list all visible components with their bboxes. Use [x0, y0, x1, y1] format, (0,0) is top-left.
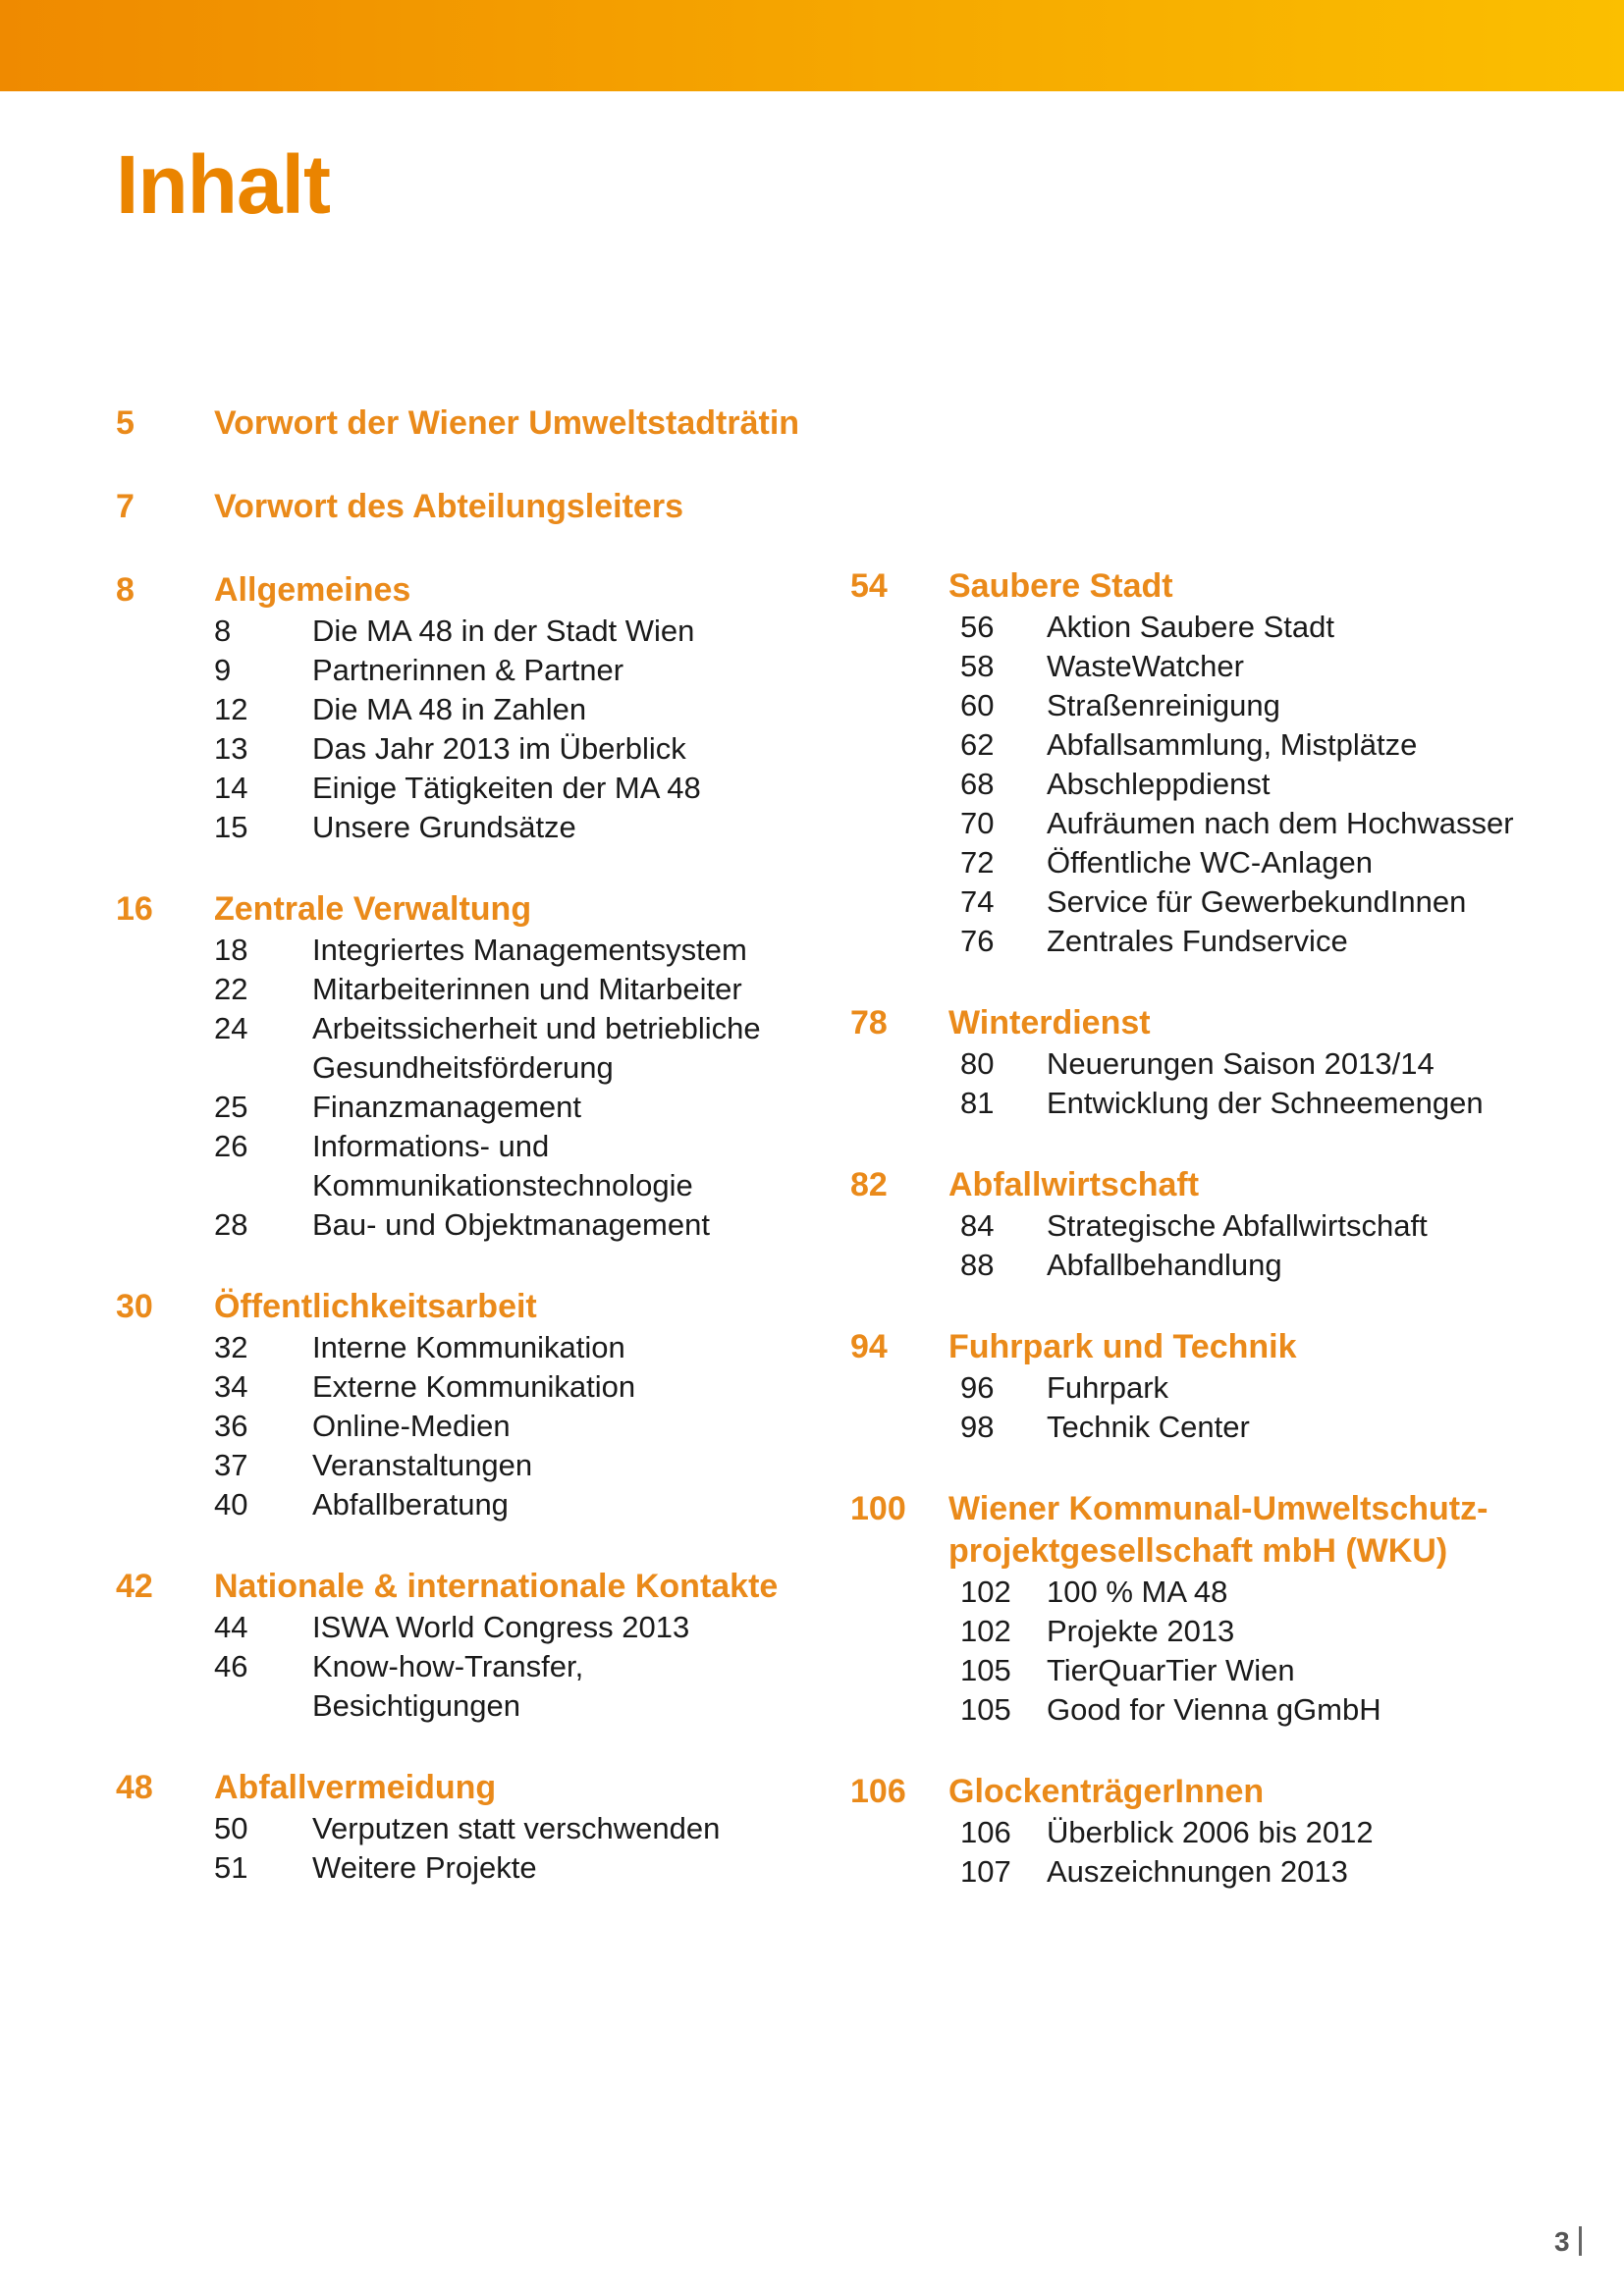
entry-title: Abschleppdienst: [1047, 767, 1271, 801]
entry-page-number: 102: [960, 1575, 1011, 1609]
entry-title: Öffentliche WC-Anlagen: [1047, 845, 1373, 880]
entry-title: Informations- und Kommunikationstechnologie: [312, 1129, 693, 1202]
entry-title: Verputzen statt verschwenden: [312, 1811, 721, 1845]
toc-entry[interactable]: [850, 922, 1587, 961]
entry-title: Finanzmanagement: [312, 1090, 581, 1124]
toc-entry[interactable]: [850, 1573, 1587, 1612]
toc-entry[interactable]: [850, 1408, 1587, 1447]
toc-entry[interactable]: [850, 1206, 1587, 1246]
toc-section-heading[interactable]: [850, 1488, 1587, 1573]
toc-entry[interactable]: [116, 1407, 852, 1446]
entry-page-number: 106: [960, 1815, 1011, 1849]
entry-page-number: 74: [960, 884, 995, 919]
entry-title: Integriertes Managementsystem: [312, 933, 747, 967]
toc-entry[interactable]: [850, 647, 1587, 686]
toc-section: [116, 569, 852, 847]
entry-page-number: 68: [960, 767, 995, 801]
section-page-number: 30: [116, 1288, 153, 1325]
header-color-band: [0, 0, 1624, 91]
entry-page-number: 60: [960, 688, 995, 722]
entry-page-number: 102: [960, 1614, 1011, 1648]
entry-page-number: 15: [214, 810, 248, 844]
toc-section-heading[interactable]: [116, 1767, 852, 1809]
entry-title: Die MA 48 in der Stadt Wien: [312, 614, 695, 648]
section-title: Winterdienst: [948, 1004, 1151, 1041]
toc-section-heading[interactable]: [850, 1002, 1587, 1044]
entry-title: Abfallberatung: [312, 1487, 509, 1522]
toc-entry[interactable]: [116, 612, 852, 651]
entry-title: Good for Vienna gGmbH: [1047, 1692, 1381, 1727]
toc-entry[interactable]: [116, 651, 852, 690]
entry-title: Partnerinnen & Partner: [312, 653, 624, 687]
toc-section: [116, 1566, 852, 1726]
toc-section-heading[interactable]: [850, 565, 1587, 608]
entry-title: ISWA World Congress 2013: [312, 1610, 690, 1644]
entry-page-number: 13: [214, 731, 248, 766]
entry-page-number: 40: [214, 1487, 248, 1522]
section-page-number: 54: [850, 567, 888, 605]
toc-entry[interactable]: [116, 1367, 852, 1407]
entry-page-number: 51: [214, 1850, 248, 1885]
section-title: GlockenträgerInnen: [948, 1773, 1265, 1810]
toc-section-heading[interactable]: [116, 569, 852, 612]
entry-page-number: 70: [960, 806, 995, 840]
page-number-divider: [1579, 2226, 1582, 2256]
toc-entry-list: [116, 1328, 852, 1524]
entry-page-number: 98: [960, 1410, 995, 1444]
toc-entry-list: [850, 1206, 1587, 1285]
section-title: Allgemeines: [214, 571, 411, 609]
section-title: Wiener Kommunal-Umweltschutz- projektgesellschaft mbH (WKU): [948, 1490, 1489, 1570]
entry-page-number: 18: [214, 933, 248, 967]
toc-section: [850, 1002, 1587, 1123]
section-page-number: 106: [850, 1773, 906, 1810]
toc-section-heading[interactable]: [116, 888, 852, 931]
toc-entry[interactable]: [850, 765, 1587, 804]
entry-title: Bau- und Objektmanagement: [312, 1207, 710, 1242]
entry-page-number: 22: [214, 972, 248, 1006]
entry-page-number: 12: [214, 692, 248, 726]
toc-section: [116, 1767, 852, 1888]
entry-page-number: 37: [214, 1448, 248, 1482]
toc-section: [850, 1488, 1587, 1730]
entry-title: Projekte 2013: [1047, 1614, 1235, 1648]
entry-title: Service für GewerbekundInnen: [1047, 884, 1467, 919]
toc-section-heading[interactable]: [850, 1164, 1587, 1206]
section-title: Zentrale Verwaltung: [214, 890, 532, 928]
section-title: Öffentlichkeitsarbeit: [214, 1288, 537, 1325]
toc-entry[interactable]: [850, 1084, 1587, 1123]
entry-title: TierQuarTier Wien: [1047, 1653, 1295, 1687]
entry-page-number: 72: [960, 845, 995, 880]
toc-entry[interactable]: [116, 1848, 852, 1888]
toc-entry-list: [116, 612, 852, 847]
toc-entry[interactable]: [116, 1328, 852, 1367]
entry-title: Zentrales Fundservice: [1047, 924, 1348, 958]
entry-page-number: 62: [960, 727, 995, 762]
entry-page-number: 96: [960, 1370, 995, 1405]
entry-title: Straßenreinigung: [1047, 688, 1280, 722]
section-page-number: 16: [116, 890, 153, 928]
toc-entry[interactable]: [116, 1809, 852, 1848]
section-page-number: 5: [116, 404, 135, 442]
entry-title: Überblick 2006 bis 2012: [1047, 1815, 1374, 1849]
entry-page-number: 36: [214, 1409, 248, 1443]
toc-section-heading[interactable]: [116, 402, 852, 445]
toc-entry[interactable]: [850, 1246, 1587, 1285]
entry-title: Online-Medien: [312, 1409, 511, 1443]
entry-page-number: 8: [214, 614, 232, 648]
toc-entry[interactable]: [850, 1044, 1587, 1084]
toc-entry[interactable]: [850, 1612, 1587, 1651]
toc-entry[interactable]: [116, 1127, 852, 1205]
entry-page-number: 84: [960, 1208, 995, 1243]
entry-title: Entwicklung der Schneemengen: [1047, 1086, 1484, 1120]
toc-section-heading[interactable]: [116, 1566, 852, 1608]
entry-page-number: 50: [214, 1811, 248, 1845]
toc-entry-list: [850, 1813, 1587, 1892]
entry-page-number: 56: [960, 610, 995, 644]
entry-title: Abfallbehandlung: [1047, 1248, 1282, 1282]
toc-entry[interactable]: [850, 1852, 1587, 1892]
entry-title: Mitarbeiterinnen und Mitarbeiter: [312, 972, 742, 1006]
toc-section-heading[interactable]: [850, 1326, 1587, 1368]
section-title: Abfallwirtschaft: [948, 1166, 1200, 1203]
toc-entry[interactable]: [116, 1088, 852, 1127]
toc-entry[interactable]: [850, 804, 1587, 843]
toc-entry[interactable]: [850, 686, 1587, 725]
entry-page-number: 81: [960, 1086, 995, 1120]
entry-title: Veranstaltungen: [312, 1448, 533, 1482]
section-page-number: 7: [116, 488, 135, 525]
toc-entry-list: [850, 1368, 1587, 1447]
toc-entry[interactable]: [850, 725, 1587, 765]
entry-page-number: 28: [214, 1207, 248, 1242]
toc-entry[interactable]: [116, 1009, 852, 1088]
entry-page-number: 88: [960, 1248, 995, 1282]
section-title: Nationale & internationale Kontakte: [214, 1568, 779, 1605]
entry-page-number: 107: [960, 1854, 1011, 1889]
entry-page-number: 25: [214, 1090, 248, 1124]
toc-entry-list: [116, 1809, 852, 1888]
section-title: Saubere Stadt: [948, 567, 1173, 605]
toc-section: [850, 1326, 1587, 1447]
entry-title: Abfallsammlung, Mistplätze: [1047, 727, 1418, 762]
toc-entry[interactable]: [850, 1368, 1587, 1408]
entry-page-number: 105: [960, 1692, 1011, 1727]
toc-section: [116, 486, 852, 528]
section-page-number: 94: [850, 1328, 888, 1365]
section-page-number: 8: [116, 571, 135, 609]
section-page-number: 78: [850, 1004, 888, 1041]
entry-title: Fuhrpark: [1047, 1370, 1169, 1405]
toc-entry-list: [116, 931, 852, 1245]
toc-section-heading[interactable]: [116, 486, 852, 528]
entry-page-number: 58: [960, 649, 995, 683]
section-page-number: 48: [116, 1769, 153, 1806]
toc-section-heading[interactable]: [116, 1286, 852, 1328]
entry-title: Aufräumen nach dem Hochwasser: [1047, 806, 1514, 840]
toc-entry[interactable]: [116, 931, 852, 970]
section-page-number: 100: [850, 1490, 906, 1527]
entry-title: Interne Kommunikation: [312, 1330, 625, 1364]
toc-section: [850, 1771, 1587, 1892]
page-number: 3: [1554, 2226, 1570, 2257]
entry-title: Aktion Saubere Stadt: [1047, 610, 1334, 644]
entry-page-number: 105: [960, 1653, 1011, 1687]
entry-title: WasteWatcher: [1047, 649, 1244, 683]
toc-section: [116, 888, 852, 1245]
toc-left-column: [116, 402, 852, 1888]
entry-title: Die MA 48 in Zahlen: [312, 692, 587, 726]
entry-page-number: 24: [214, 1011, 248, 1045]
section-title: Abfallvermeidung: [214, 1769, 497, 1806]
toc-section: [116, 402, 852, 445]
toc-entry[interactable]: [850, 882, 1587, 922]
entry-title: Auszeichnungen 2013: [1047, 1854, 1348, 1889]
toc-right-column: [850, 565, 1587, 1892]
toc-entry[interactable]: [850, 843, 1587, 882]
toc-entry[interactable]: [116, 1446, 852, 1485]
entry-page-number: 9: [214, 653, 232, 687]
entry-title: Strategische Abfallwirtschaft: [1047, 1208, 1428, 1243]
toc-section: [850, 565, 1587, 961]
entry-page-number: 14: [214, 771, 248, 805]
toc-entry[interactable]: [116, 808, 852, 847]
entry-title: 100 % MA 48: [1047, 1575, 1228, 1609]
entry-title: Know-how-Transfer, Besichtigungen: [312, 1649, 584, 1723]
section-title: Vorwort der Wiener Umweltstadträtin: [214, 404, 800, 442]
entry-title: Das Jahr 2013 im Überblick: [312, 731, 686, 766]
toc-entry[interactable]: [116, 769, 852, 808]
toc-entry[interactable]: [116, 1608, 852, 1647]
entry-page-number: 32: [214, 1330, 248, 1364]
toc-entry[interactable]: [850, 1690, 1587, 1730]
entry-page-number: 80: [960, 1046, 995, 1081]
section-title: Vorwort des Abteilungsleiters: [214, 488, 683, 525]
toc-entry[interactable]: [850, 608, 1587, 647]
toc-entry[interactable]: [850, 1651, 1587, 1690]
toc-entry[interactable]: [116, 1647, 852, 1726]
section-page-number: 82: [850, 1166, 888, 1203]
toc-entry-list: [850, 1044, 1587, 1123]
entry-page-number: 26: [214, 1129, 248, 1163]
toc-section: [850, 1164, 1587, 1285]
toc-section-heading[interactable]: [850, 1771, 1587, 1813]
entry-page-number: 44: [214, 1610, 248, 1644]
entry-title: Technik Center: [1047, 1410, 1250, 1444]
entry-title: Weitere Projekte: [312, 1850, 537, 1885]
entry-title: Externe Kommunikation: [312, 1369, 636, 1404]
entry-title: Unsere Grundsätze: [312, 810, 576, 844]
toc-entry-list: [850, 1573, 1587, 1730]
toc-section: [116, 1286, 852, 1524]
entry-page-number: 34: [214, 1369, 248, 1404]
toc-entry[interactable]: [116, 690, 852, 729]
section-title: Fuhrpark und Technik: [948, 1328, 1297, 1365]
entry-title: Neuerungen Saison 2013/14: [1047, 1046, 1435, 1081]
toc-entry[interactable]: [850, 1813, 1587, 1852]
entry-page-number: 76: [960, 924, 995, 958]
toc-entry[interactable]: [116, 729, 852, 769]
entry-page-number: 46: [214, 1649, 248, 1683]
toc-entry-list: [850, 608, 1587, 961]
section-page-number: 42: [116, 1568, 153, 1605]
entry-title: Einige Tätigkeiten der MA 48: [312, 771, 701, 805]
toc-entry[interactable]: [116, 970, 852, 1009]
toc-entry-list: [116, 1608, 852, 1726]
page-title: Inhalt: [116, 138, 330, 231]
entry-title: Arbeitssicherheit und betriebliche Gesundheitsförderung: [312, 1011, 761, 1085]
toc-entry[interactable]: [116, 1485, 852, 1524]
toc-entry[interactable]: [116, 1205, 852, 1245]
